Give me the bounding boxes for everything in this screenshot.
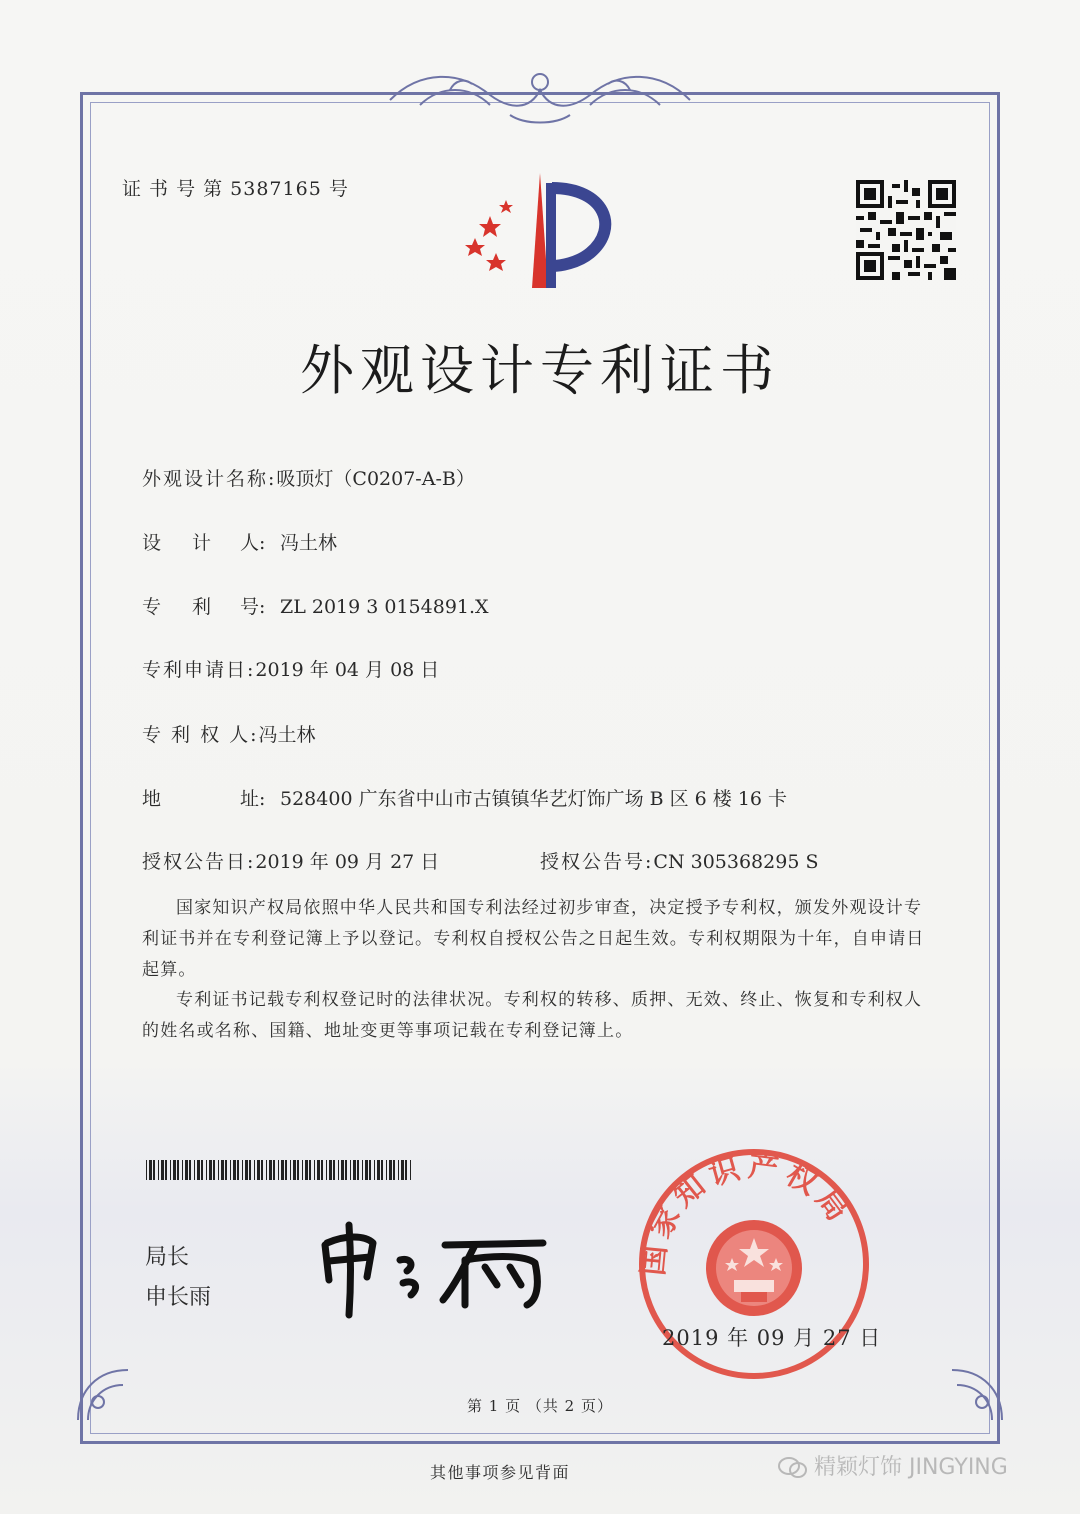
field-value: 冯土林 [258, 724, 316, 746]
field-label: 专 利 权 人: [142, 724, 259, 746]
director-name: 申长雨 [145, 1285, 212, 1310]
director-signature-icon [315, 1205, 555, 1325]
field-filing-date [142, 655, 439, 682]
watermark [778, 1450, 1008, 1481]
corner-ornament-icon [68, 1350, 148, 1430]
statement-paragraph: 专利证书记载专利权登记时的法律状况。专利权的转移、质押、无效、终止、恢复和专利权人的姓名或名称、国籍、地址变更等事项记载在专利登记簿上。 [142, 990, 923, 1041]
certificate-title: 外观设计专利证书 [300, 339, 780, 402]
field-value: 528400 广东省中山市古镇镇华艺灯饰广场 B 区 6 楼 16 卡 [280, 788, 788, 810]
director-title: 局长 [145, 1245, 190, 1270]
footer-note: 其他事项参见背面 [429, 1463, 570, 1482]
field-design-name [142, 464, 475, 491]
seal-date: 2019 年 09 月 27 日 [662, 1326, 882, 1350]
statement-paragraph: 国家知识产权局依照中华人民共和国专利法经过初步审查，决定授予专利权，颁发外观设计专利证书并在专利登记簿上予以登记。专利权自授权公告之日起生效。专利权期限为十年，自申请日起算。 [142, 898, 925, 980]
field-grant-date [142, 847, 439, 874]
corner-ornament-icon [932, 1350, 1012, 1430]
wechat-icon [778, 1457, 808, 1479]
svg-text:国家知识产权局: 国家知识产权局 [636, 1148, 859, 1278]
field-label: 专利申请日: [142, 659, 256, 681]
field-value: 2019 年 09 月 27 日 [255, 851, 440, 873]
top-ornament-icon [380, 60, 700, 140]
field-patent-number [142, 592, 489, 619]
field-value: 吸顶灯（C0207-A-B） [276, 468, 475, 490]
field-designer [142, 528, 337, 555]
field-value: ZL 2019 3 0154891.X [280, 596, 489, 618]
field-label: 外观设计名称: [142, 468, 277, 490]
qr-code-icon [856, 180, 956, 280]
watermark-text: 精颖灯饰 JINGYING [814, 1455, 1008, 1480]
field-label: 授权公告号: [540, 851, 654, 873]
barcode-icon [146, 1160, 412, 1180]
field-address [142, 784, 787, 811]
cnipa-logo-icon [460, 168, 630, 293]
field-label: 专 利 号: [142, 596, 266, 618]
field-value: 2019 年 04 月 08 日 [255, 659, 440, 681]
certificate-number: 证 书 号 第 5387165 号 [122, 178, 349, 200]
field-value: 冯土林 [280, 532, 338, 554]
field-label: 授权公告日: [142, 851, 256, 873]
field-value: CN 305368295 S [653, 851, 819, 873]
field-patentee [142, 720, 316, 747]
field-grant-number [540, 847, 818, 874]
field-label: 地 址: [142, 788, 266, 810]
page-number: 第 1 页 （共 2 页） [467, 1397, 613, 1415]
field-label: 设 计 人: [142, 532, 266, 554]
